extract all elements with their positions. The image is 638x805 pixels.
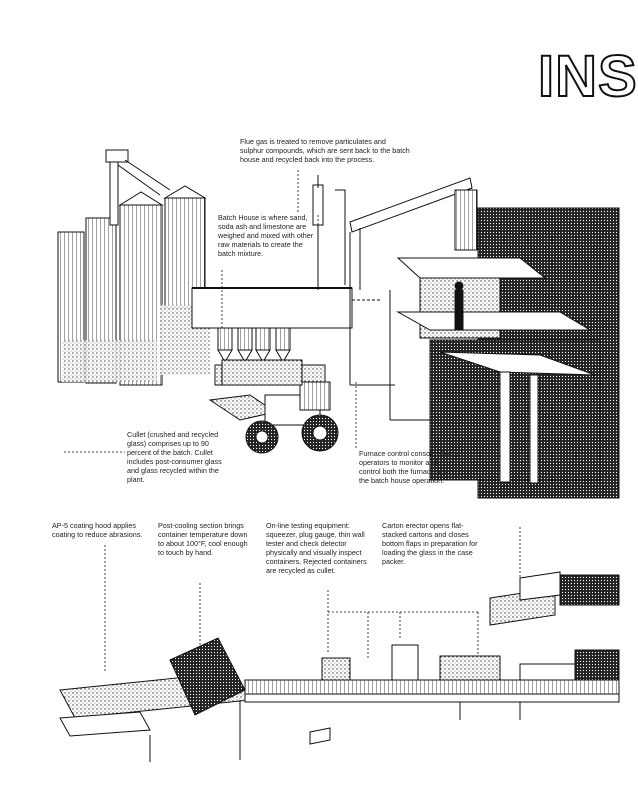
annotation-furnace-console (359, 449, 459, 485)
page-title: INS (538, 44, 638, 109)
annotation-text: Furnace control console allows operators to monitor and control both the furnace and the batch house operation. (359, 449, 458, 485)
annotation-text: Cullet (crushed and recycled glass) comprises up to 90 percent of the batch. Cullet includes post-consumer glass and glass recycled within the plant. (127, 430, 222, 484)
carton-erector (490, 572, 619, 625)
annotation-flue-gas (240, 137, 410, 164)
annotation-text: AP-5 coating hood applies coating to reduce abrasions. (52, 521, 143, 539)
annotation-post-cooling (158, 521, 253, 557)
annotation-online-testing (266, 521, 370, 575)
annotation-text: Batch House is where sand, soda ash and limestone are weighed and mixed with other raw materials to create the batch mixture. (218, 213, 314, 258)
flue-stack (313, 175, 380, 300)
production-line (60, 638, 619, 762)
annotation-carton-erector (382, 521, 480, 566)
annotation-cullet (127, 430, 223, 484)
annotation-text: Flue gas is treated to remove particulates and sulphur compounds, which are sent back to the batch house and recycled back into the process. (240, 137, 410, 164)
annotation-batch-house (218, 213, 318, 258)
annotation-ap5-coating (52, 521, 152, 539)
annotation-text: Carton erector opens flat-stacked cartons and closes bottom flaps in preparation for loading the glass in the case packer. (382, 521, 478, 566)
annotation-text: Post-cooling section brings container temperature down to about 100°F, cool enough to touch by hand. (158, 521, 248, 557)
annotation-text: On-line testing equipment: squeezer, plug gauge, thin wall tester and check detector physically and visually inspect containers. Rejected containers are recycled as cullet. (266, 521, 367, 575)
